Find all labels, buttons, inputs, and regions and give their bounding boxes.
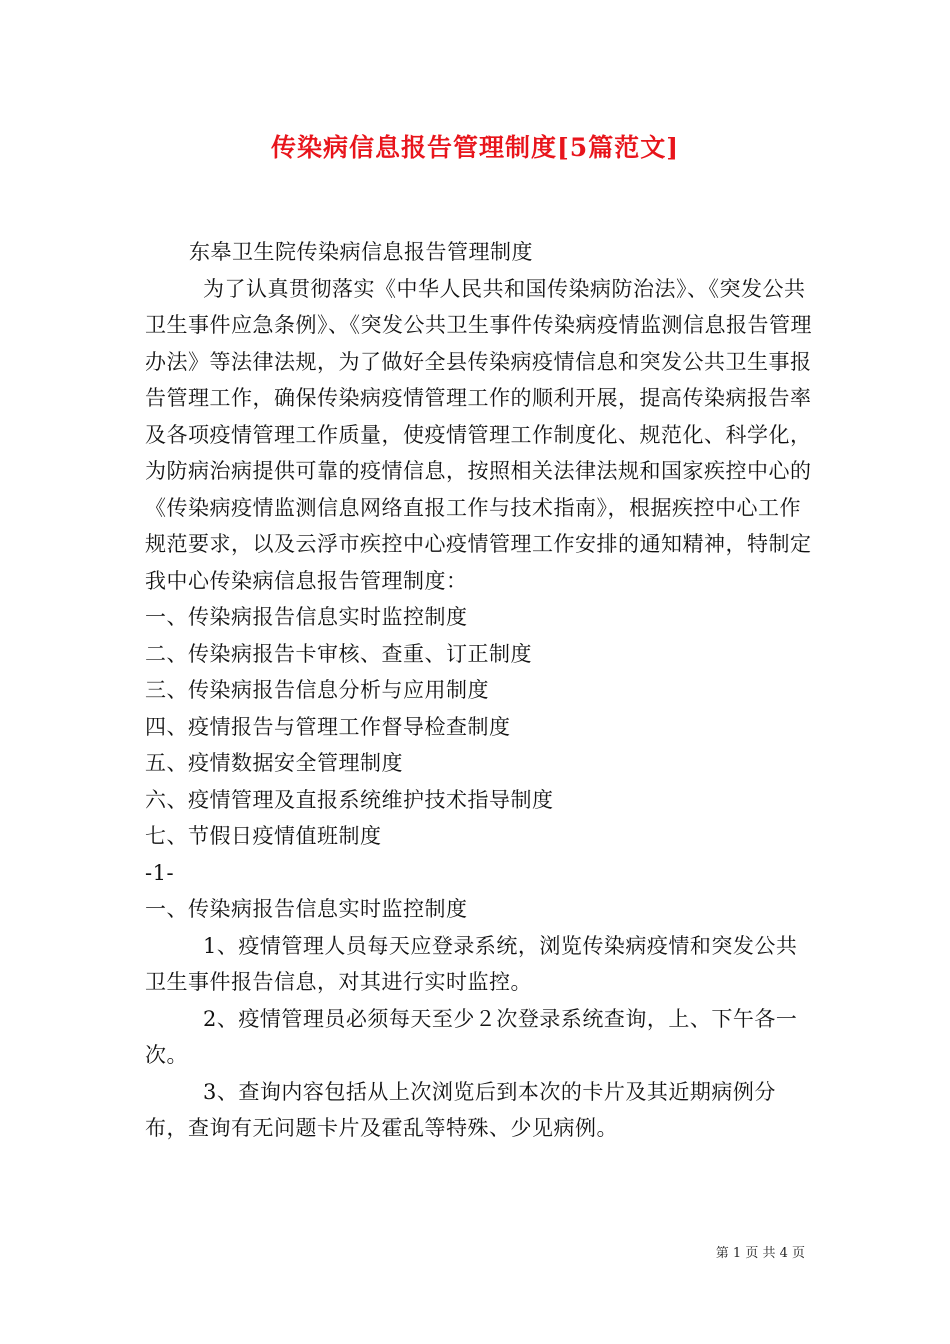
section-paragraph: 1、疫情管理人员每天应登录系统，浏览传染病疫情和突发公共卫生事件报告信息，对其进行实时监控。 [145, 933, 798, 994]
page-number-footer: 第 1 页 共 4 页 [715, 1246, 805, 1261]
list-item: 三、传染病报告信息分析与应用制度 [145, 678, 489, 702]
page-marker: -1- [145, 860, 175, 885]
list-item: 二、传染病报告卡审核、查重、订正制度 [145, 641, 532, 666]
list-item: 一、传染病报告信息实时监控制度 [145, 605, 468, 629]
section-paragraph: 2、疫情管理员必须每天至少２次登录系统查询，上、下午各一次。 [145, 1006, 798, 1067]
list-item: 五、疫情数据安全管理制度 [145, 751, 403, 775]
document-subtitle: 东皋卫生院传染病信息报告管理制度 [189, 240, 533, 264]
section-heading: 一、传染病报告信息实时监控制度 [145, 897, 468, 921]
section-paragraph: 3、查询内容包括从上次浏览后到本次的卡片及其近期病例分布，查询有无问题卡片及霍乱等特殊、少见病例。 [145, 1079, 776, 1140]
list-item: 四、疫情报告与管理工作督导检查制度 [145, 714, 511, 739]
document-title: 传染病信息报告管理制度[5篇范文] [270, 133, 680, 162]
list-item: 六、疫情管理及直报系统维护技术指导制度 [145, 787, 554, 812]
document-body [145, 234, 813, 1147]
intro-paragraph: 为了认真贯彻落实《中华人民共和国传染病防治法》、《突发公共卫生事件应急条例》、《突发公共卫生事件传染病疫情监测信息报告管理办法》等法律法规，为了做好全县传染病疫情信息和突发公共卫生事报告管理工作，确保传染病疫情管理工作的顺利开展，提高传染病报告率及各项疫情管理工作质量，使疫情管理工作制度化、规范化、科学化，为防病治病提供可靠的疫情信息，按照相关法律法规和国家疾控中心的《传染病疫情监测信息网络直报工作与技术指南》，根据疾控中心工作规范要求，以及云浮市疾控中心疫情管理工作安排的通知精神，特制定我中心传染病信息报告管理制度： [145, 276, 812, 593]
list-item: 七、节假日疫情值班制度 [145, 824, 382, 848]
